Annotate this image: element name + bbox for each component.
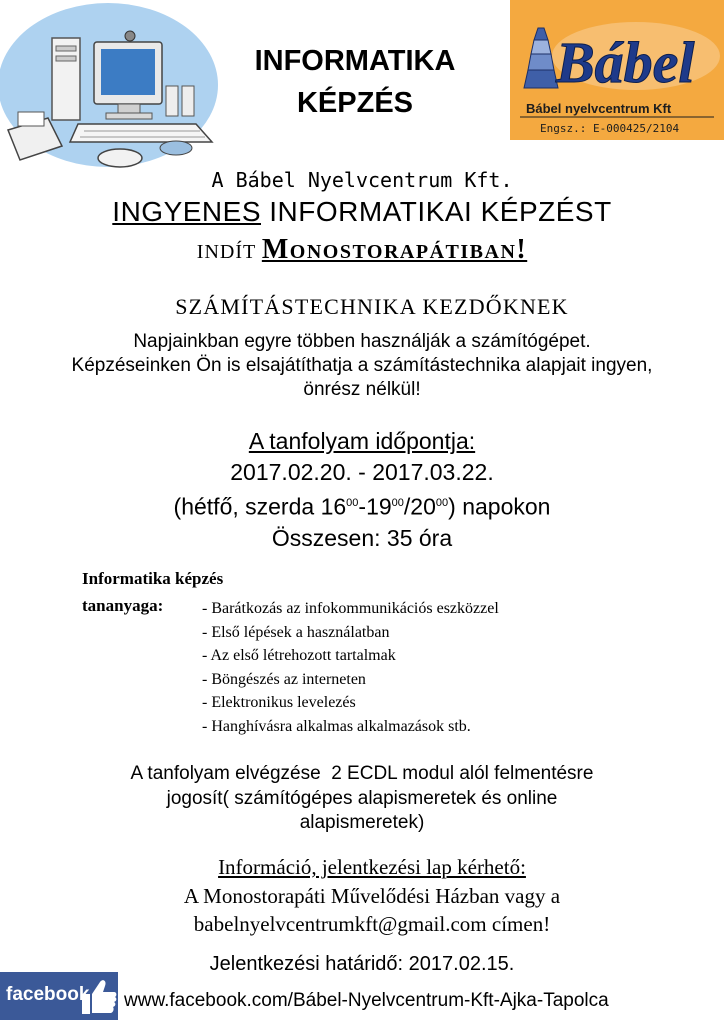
description-line-3: önrész nélkül! xyxy=(303,379,421,400)
schedule-dates: 2017.02.20. - 2017.03.22. xyxy=(230,459,494,485)
list-item: - Hanghívásra alkalmas alkalmazások stb. xyxy=(202,717,471,735)
schedule-heading: A tanfolyam időpontja: xyxy=(248,428,476,454)
page-title xyxy=(230,40,480,124)
list-item: - Első lépések a használatban xyxy=(202,623,390,641)
facebook-url[interactable]: www.facebook.com/Bábel-Nyelvcentrum-Kft-Ajka-Tapolca xyxy=(124,990,609,1011)
schedule-block xyxy=(0,426,724,554)
organizer-line: A Bábel Nyelvcentrum Kft. xyxy=(211,168,513,192)
computer-illustration xyxy=(0,0,230,172)
info-heading: Információ, jelentkezési lap kérhető: xyxy=(218,855,526,879)
ecdl-exemption xyxy=(0,762,724,836)
description-line-1: Napjainkban egyre többen használják a számítógépet. xyxy=(133,331,591,352)
syllabus-heading-2: tananyaga: xyxy=(82,596,164,615)
title-line-1: INFORMATIKA xyxy=(254,45,456,77)
headline-rest: INFORMATIKAI KÉPZÉST xyxy=(261,196,612,227)
logo-subtitle: Bábel nyelvcentrum Kft xyxy=(526,101,672,116)
info-location: A Monostorapáti Művelődési Házban vagy a xyxy=(183,883,561,908)
location-name: Monostorapátiban! xyxy=(261,234,528,265)
course-description xyxy=(0,330,724,402)
facebook-label[interactable]: facebook xyxy=(6,984,90,1005)
schedule-days: (hétfő, szerda $16^{00}-19^{00}/20^{00}$) napokon xyxy=(173,493,551,520)
schedule-total: Összesen: 35 óra xyxy=(271,524,453,551)
headline-location xyxy=(0,234,724,266)
application-deadline: Jelentkezési határidő: 2017.02.15. xyxy=(209,953,515,975)
launch-word: INDÍT xyxy=(196,241,262,263)
syllabus-heading-1: Informatika képzés xyxy=(82,569,224,588)
list-item: - Böngészés az interneten xyxy=(202,670,366,688)
headline-free-training xyxy=(0,196,724,228)
info-email[interactable]: babelnyelvcentrumkft@gmail.com címen! xyxy=(193,912,551,936)
info-block xyxy=(0,853,724,939)
exemption-line-3: alapismeretek) xyxy=(299,812,425,833)
free-word: INGYENES xyxy=(112,196,261,227)
description-line-2: Képzéseinken Ön is elsajátíthatja a számítástechnika alapjait ingyen, xyxy=(71,355,653,376)
title-line-2: KÉPZÉS xyxy=(296,87,414,119)
babel-logo xyxy=(510,0,724,140)
logo-text: Bábel xyxy=(556,30,695,95)
exemption-line-2: jogosít( számítógépes alapismeretek és online xyxy=(166,787,558,809)
logo-registration: Engsz.: E-000425/2104 xyxy=(540,122,680,135)
exemption-line-1: A tanfolyam elvégzése 2 ECDL modul alól felmentésre xyxy=(130,763,594,784)
list-item: - Barátkozás az infokommunikációs eszközzel xyxy=(202,600,499,617)
course-title: SZÁMÍTÁSTECHNIKA KEZDŐKNEK xyxy=(175,294,569,319)
syllabus-list xyxy=(202,597,499,738)
list-item: - Az első létrehozott tartalmak xyxy=(202,647,396,664)
list-item: - Elektronikus levelezés xyxy=(202,694,356,711)
